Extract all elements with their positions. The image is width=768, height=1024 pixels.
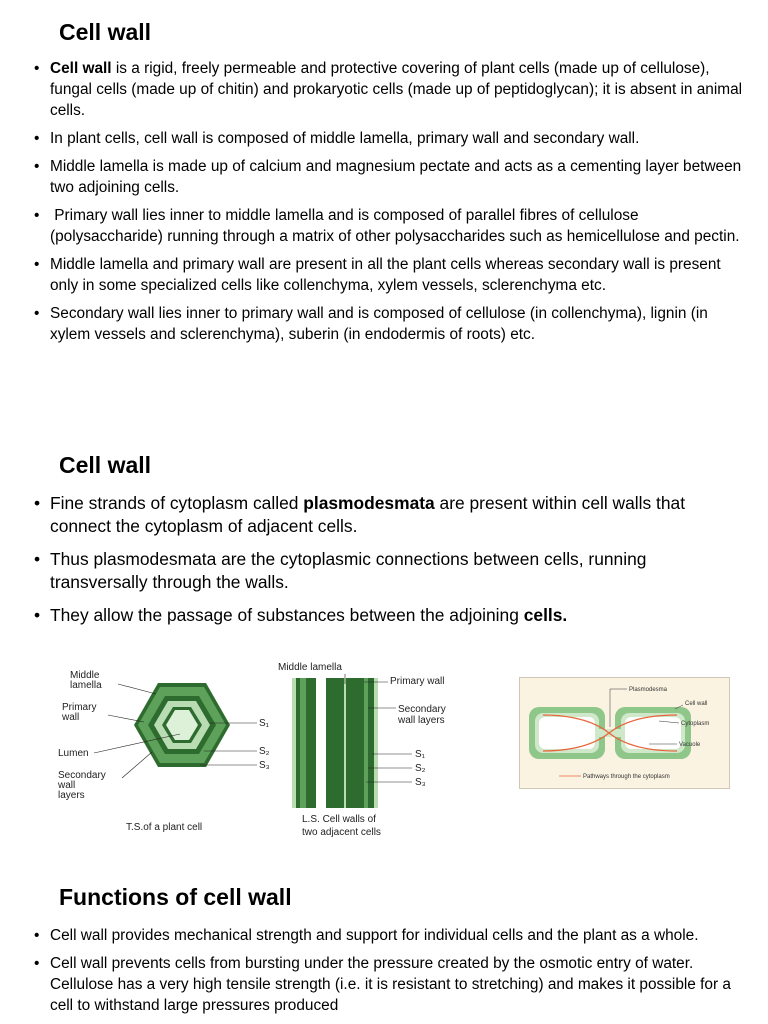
middle-lamella-label: Middle: [70, 670, 100, 681]
bold-term: Cell wall: [50, 60, 112, 77]
list-item: [32, 492, 744, 538]
list-item: [32, 303, 744, 345]
item-text: Cell wall provides mechanical strength and support for individual cells and the plant as a whole.: [50, 927, 699, 944]
ls-cell-walls-figure: [276, 656, 476, 844]
middle-lamella-label: Middle lamella: [278, 662, 342, 673]
item-text: Primary wall lies inner to middle lamella and is composed of parallel fibres of cellulose (polysaccharide) running through a matrix of other polysaccharides such as hemicellulose and pectin.: [50, 207, 740, 245]
plasmodesma-label: Plasmodesma: [629, 687, 668, 693]
list-item: [32, 953, 744, 1016]
bullet-list: [32, 58, 744, 352]
bullet-list: [32, 492, 744, 637]
section-title: Cell wall: [59, 19, 152, 45]
s1-label: S₁: [259, 718, 270, 729]
ts-plant-cell-figure: [52, 660, 282, 840]
hexagon-wall-diagram: [134, 683, 230, 767]
list-item: [32, 548, 744, 594]
list-item: [32, 128, 744, 149]
wall-strips: [292, 678, 378, 808]
list-item: [32, 58, 744, 121]
item-text: Cell wall prevents cells from bursting under the pressure created by the osmotic entry of water. Cellulose has a very high tensile strength (i.e. it is resistant to stretching) and makes it possible for a cell to withstand large pressures produced: [50, 955, 731, 1014]
vacuole-label: Vacuole: [679, 742, 701, 748]
s3-label: S₃: [259, 760, 270, 771]
list-item: [32, 156, 744, 198]
primary-wall-label-2: wall: [62, 712, 80, 723]
item-text: Fine strands of cytoplasm called: [50, 493, 304, 513]
middle-lamella-label-2: lamella: [70, 680, 102, 691]
secondary-wall-label: Secondary: [58, 770, 106, 781]
list-item: [32, 205, 744, 247]
s3-label: S₃: [415, 777, 426, 788]
lumen-label: Lumen: [58, 748, 89, 759]
primary-wall-label: Primary: [62, 702, 97, 713]
s2-label: S₂: [415, 763, 426, 774]
secondary-wall-label-3: layers: [58, 790, 85, 801]
pathways-label: Pathways through the cytoplasm: [583, 774, 670, 780]
bold-term: cells.: [523, 605, 568, 625]
item-text: are present within cell walls that connect the cytoplasm of adjacent cells.: [50, 493, 686, 536]
section-title: Functions of cell wall: [59, 884, 292, 910]
item-text: They allow the passage of substances between the adjoining: [50, 605, 524, 625]
s1-label: S₁: [415, 749, 426, 760]
item-text: Middle lamella is made up of calcium and magnesium pectate and acts as a cementing layer between two adjoining cells.: [50, 158, 742, 196]
item-text: In plant cells, cell wall is composed of middle lamella, primary wall and secondary wall.: [50, 130, 640, 147]
item-text: Middle lamella and primary wall are present in all the plant cells whereas secondary wall is present only in some specialized cells like collenchyma, xylem vessels, sclerenchyma etc.: [50, 256, 721, 294]
list-item: [32, 254, 744, 296]
secondary-wall-label: Secondary: [398, 704, 446, 715]
secondary-wall-label-2: wall: [58, 780, 76, 791]
figure-caption: T.S.of a plant cell: [126, 822, 203, 833]
plasmodesma-figure: [519, 677, 730, 789]
cytoplasm-label: Cytoplasm: [681, 721, 710, 727]
cell-wall-label: Cell wall: [685, 701, 708, 707]
item-text: Secondary wall lies inner to primary wall and is composed of cellulose (in collenchyma), lignin (in xylem vessels and sclerenchyma), suberin (in endodermis of roots) etc.: [50, 305, 708, 343]
figure-caption-2: two adjacent cells: [302, 827, 381, 838]
item-text: is a rigid, freely permeable and protective covering of plant cells (made up of cellulose), fungal cells (made up of chitin) and prokaryotic cells (made up of peptidoglycan); it is absent in animal cells.: [50, 60, 743, 119]
s2-label: S₂: [259, 746, 270, 757]
figure-caption: L.S. Cell walls of: [302, 814, 376, 825]
list-item: [32, 604, 744, 627]
section-title: Cell wall: [59, 452, 152, 478]
list-item: [32, 925, 744, 946]
primary-wall-label: Primary wall: [390, 676, 445, 687]
bold-term: plasmodesmata: [303, 493, 435, 513]
secondary-wall-label-2: wall layers: [398, 715, 445, 726]
bullet-list: [32, 925, 744, 1023]
item-text: Thus plasmodesmata are the cytoplasmic connections between cells, running transversally through the walls.: [50, 549, 647, 592]
